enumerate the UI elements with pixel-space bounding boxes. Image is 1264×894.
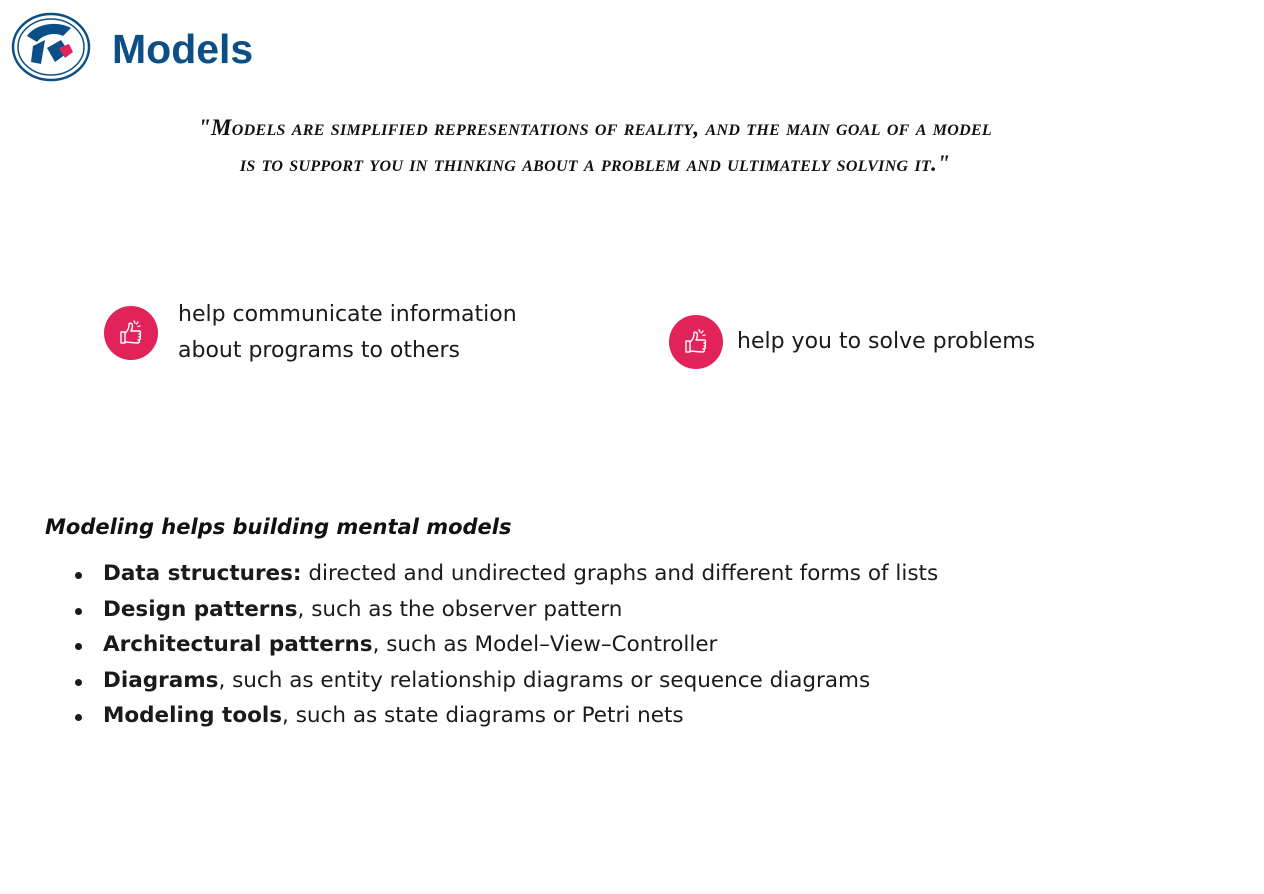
benefit-text-line-1: help communicate information: [178, 302, 517, 327]
thumbs-up-icon: [104, 306, 158, 360]
quote-line-2: is to support you in thinking about a problem and ultimately solving it.": [239, 151, 951, 176]
topic-description: , such as state diagrams or Petri nets: [282, 703, 684, 728]
page-title: Models: [112, 26, 254, 72]
benefit-text-line-2: about programs to others: [178, 338, 460, 363]
topic-term: Data structures:: [103, 561, 302, 586]
bullet-icon: [75, 679, 82, 686]
list-item: [74, 592, 1174, 628]
logo: [11, 12, 91, 82]
benefit-solve: [669, 315, 1157, 369]
logo-icon: [11, 12, 91, 82]
quote: [60, 110, 1130, 182]
topic-description: , such as Model–View–Controller: [372, 632, 718, 657]
topic-term: Modeling tools: [103, 703, 283, 728]
topic-list: [74, 556, 1174, 734]
topic-term: Design patterns: [103, 596, 298, 622]
benefit-text: help you to solve problems: [737, 329, 1036, 354]
list-item: [74, 698, 1174, 734]
topic-term: Diagrams: [103, 667, 219, 693]
list-item: [74, 663, 1174, 699]
thumbs-up-icon: [669, 315, 723, 369]
list-item: [74, 627, 1174, 663]
topic-description: , such as the observer pattern: [297, 596, 623, 622]
bullet-icon: [75, 608, 82, 615]
list-item: [74, 556, 1174, 592]
topic-description: , such as entity relationship diagrams or sequence diagrams: [218, 667, 871, 693]
benefit-communicate: [104, 297, 578, 369]
quote-line-1: "Models are simplified representations of reality, and the main goal of a model: [197, 115, 993, 140]
benefit-text: [178, 297, 578, 369]
bullet-icon: [75, 572, 82, 579]
section-heading: Modeling helps building mental models: [45, 515, 512, 539]
bullet-icon: [75, 643, 82, 650]
topic-description: directed and undirected graphs and different forms of lists: [301, 561, 939, 586]
topic-term: Architectural patterns: [103, 632, 373, 657]
bullet-icon: [75, 714, 82, 721]
